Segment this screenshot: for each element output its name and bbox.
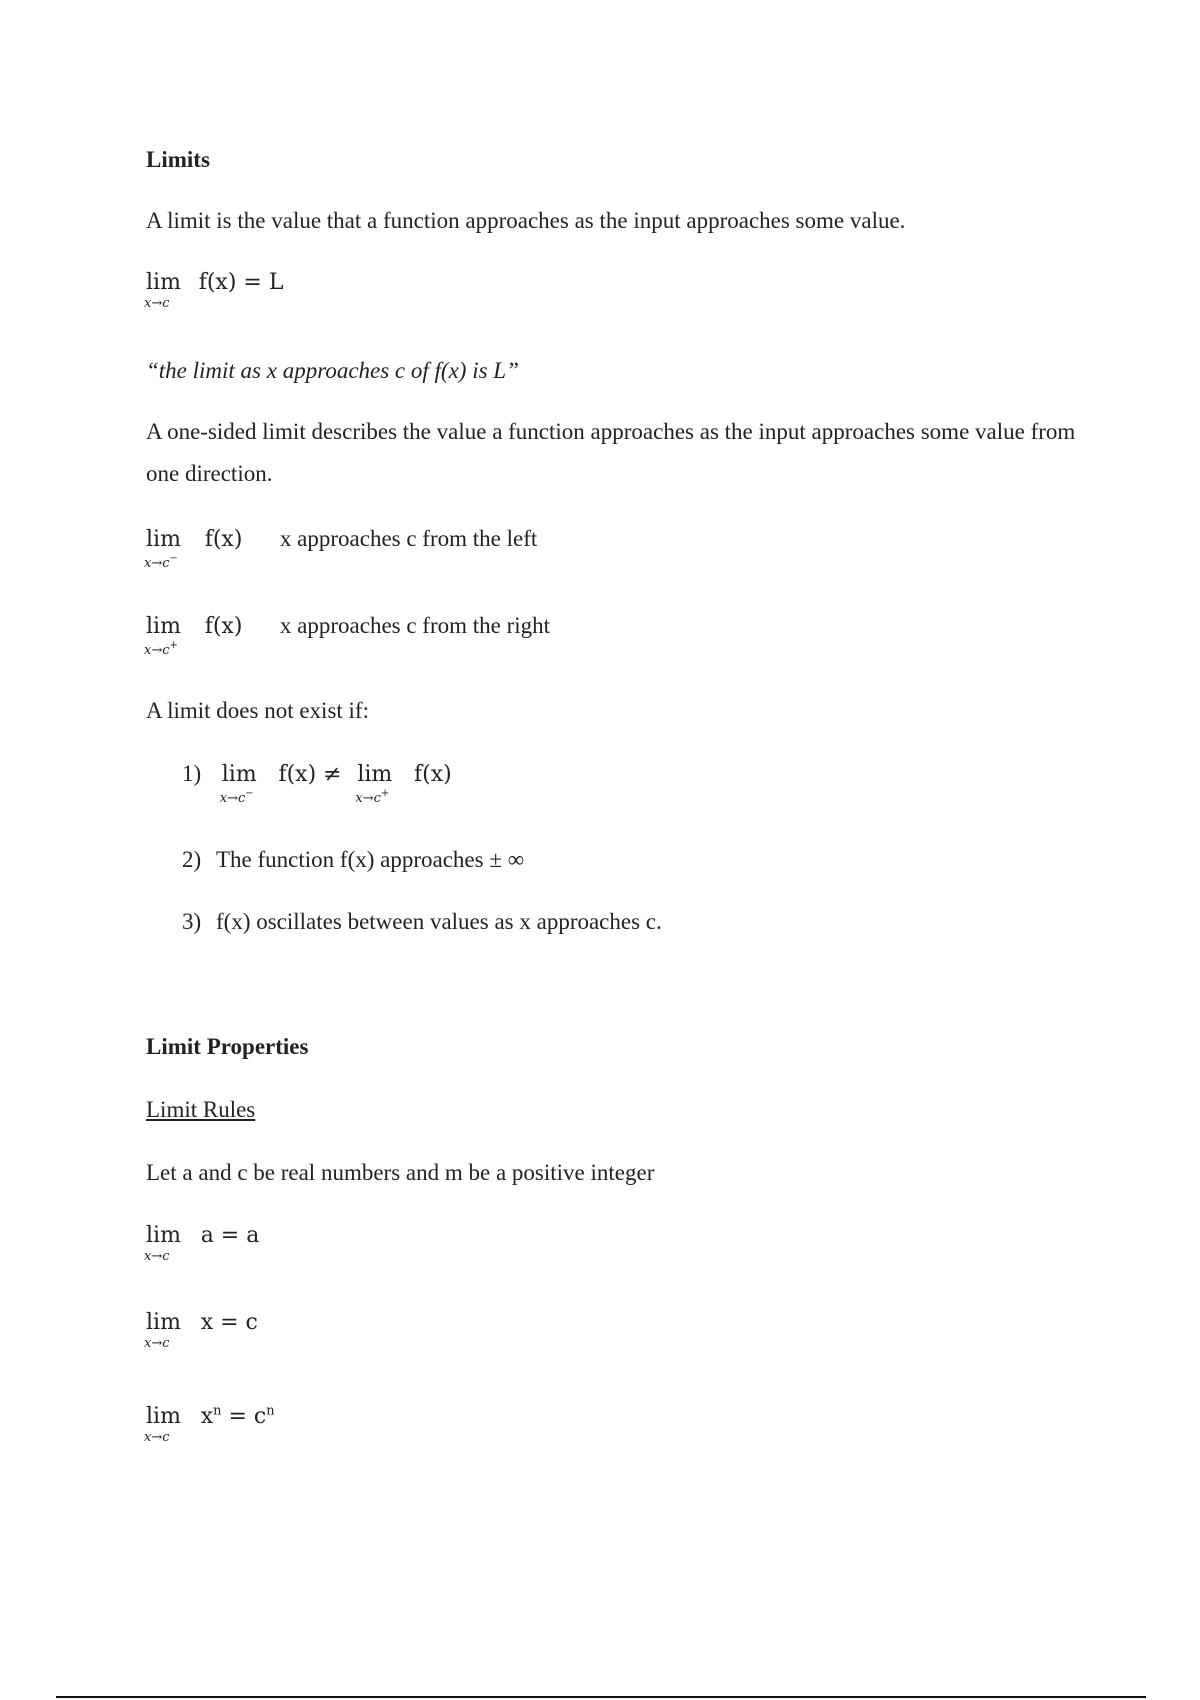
subscript-sign: + <box>380 788 390 799</box>
lim-subscript <box>220 788 254 807</box>
lim-word: lim <box>146 614 181 639</box>
lim-operator-right <box>355 760 393 806</box>
lim-word: lim <box>146 1310 181 1335</box>
condition-text: f(x) oscillates between values as x approaches c. <box>216 909 662 934</box>
dne-condition-1 <box>182 760 452 806</box>
dne-condition-3 <box>182 908 662 936</box>
left-limit-expression: f(x) <box>204 527 243 552</box>
limit-rules-intro: Let a and c be real numbers and m be a positive integer <box>146 1160 655 1185</box>
subscript-text: x→c <box>219 791 246 806</box>
lim-word: lim <box>357 762 393 787</box>
lim-operator <box>144 268 181 311</box>
lim-word: lim <box>146 527 181 552</box>
section-title-limit-properties: Limit Properties <box>146 1034 309 1059</box>
subscript-text: x→c <box>144 556 170 571</box>
rule-expression: a = a <box>200 1223 260 1248</box>
condition-number: 2) <box>182 847 202 872</box>
lim-subscript <box>144 553 178 572</box>
subscript-sign: − <box>245 788 254 799</box>
dne-intro: A limit does not exist if: <box>146 698 369 723</box>
subscript-sign: − <box>169 553 178 564</box>
subscript-text: x→c <box>355 791 381 806</box>
lim-operator-right <box>144 612 181 658</box>
limit-definition: A limit is the value that a function approaches as the input approaches some value. <box>146 208 906 233</box>
lim-subscript <box>144 640 178 659</box>
expr-exponent: n <box>266 1403 275 1419</box>
right-limit-expression: f(x) <box>204 614 243 639</box>
lim-subscript: x→c <box>144 296 170 311</box>
rule-expression <box>201 1404 275 1429</box>
right-limit-description: x approaches c from the right <box>279 613 551 638</box>
lim-operator-left <box>219 760 257 806</box>
lim-word: lim <box>221 762 257 787</box>
condition-number: 1) <box>182 761 202 786</box>
right-limit-row <box>144 612 551 658</box>
lim-operator <box>144 1308 181 1351</box>
subscript-text: x→c <box>144 643 170 658</box>
left-limit-row <box>144 525 538 571</box>
expr-equals: = c <box>221 1404 267 1429</box>
one-sided-description: A one-sided limit describes the value a function approaches as the input approaches some value from one direction. <box>146 419 1076 486</box>
lim-subscript: x→c <box>144 1249 170 1264</box>
lim-word: lim <box>146 270 181 295</box>
lim-subscript: x→c <box>144 1336 170 1351</box>
limit-formula <box>144 268 284 311</box>
lim-operator-left <box>144 525 181 571</box>
rule-constant <box>144 1221 260 1264</box>
rule-identity <box>144 1308 258 1351</box>
lim-subscript <box>355 788 389 807</box>
lhs-expression: f(x) ≠ <box>278 762 342 787</box>
left-limit-description: x approaches c from the left <box>279 526 538 551</box>
limit-expression: f(x) = L <box>198 270 284 295</box>
dne-condition-2 <box>182 846 524 874</box>
condition-number: 3) <box>182 909 202 934</box>
lim-subscript: x→c <box>144 1430 170 1445</box>
lim-operator <box>144 1402 181 1445</box>
expr-base: x <box>200 1404 214 1429</box>
footer-divider <box>56 1696 1146 1698</box>
lim-word: lim <box>146 1404 181 1429</box>
expr-exponent: n <box>213 1403 222 1419</box>
rhs-expression: f(x) <box>414 762 452 787</box>
section-subtitle-limit-rules: Limit Rules <box>146 1097 256 1122</box>
rule-power <box>144 1402 275 1445</box>
subscript-sign: + <box>169 640 178 651</box>
rule-expression: x = c <box>200 1310 258 1335</box>
lim-word: lim <box>146 1223 181 1248</box>
condition-text: The function f(x) approaches ± ∞ <box>216 847 525 872</box>
section-title-limits: Limits <box>146 147 210 172</box>
limit-reading: “the limit as x approaches c of f(x) is L” <box>146 358 519 383</box>
lim-operator <box>144 1221 181 1264</box>
